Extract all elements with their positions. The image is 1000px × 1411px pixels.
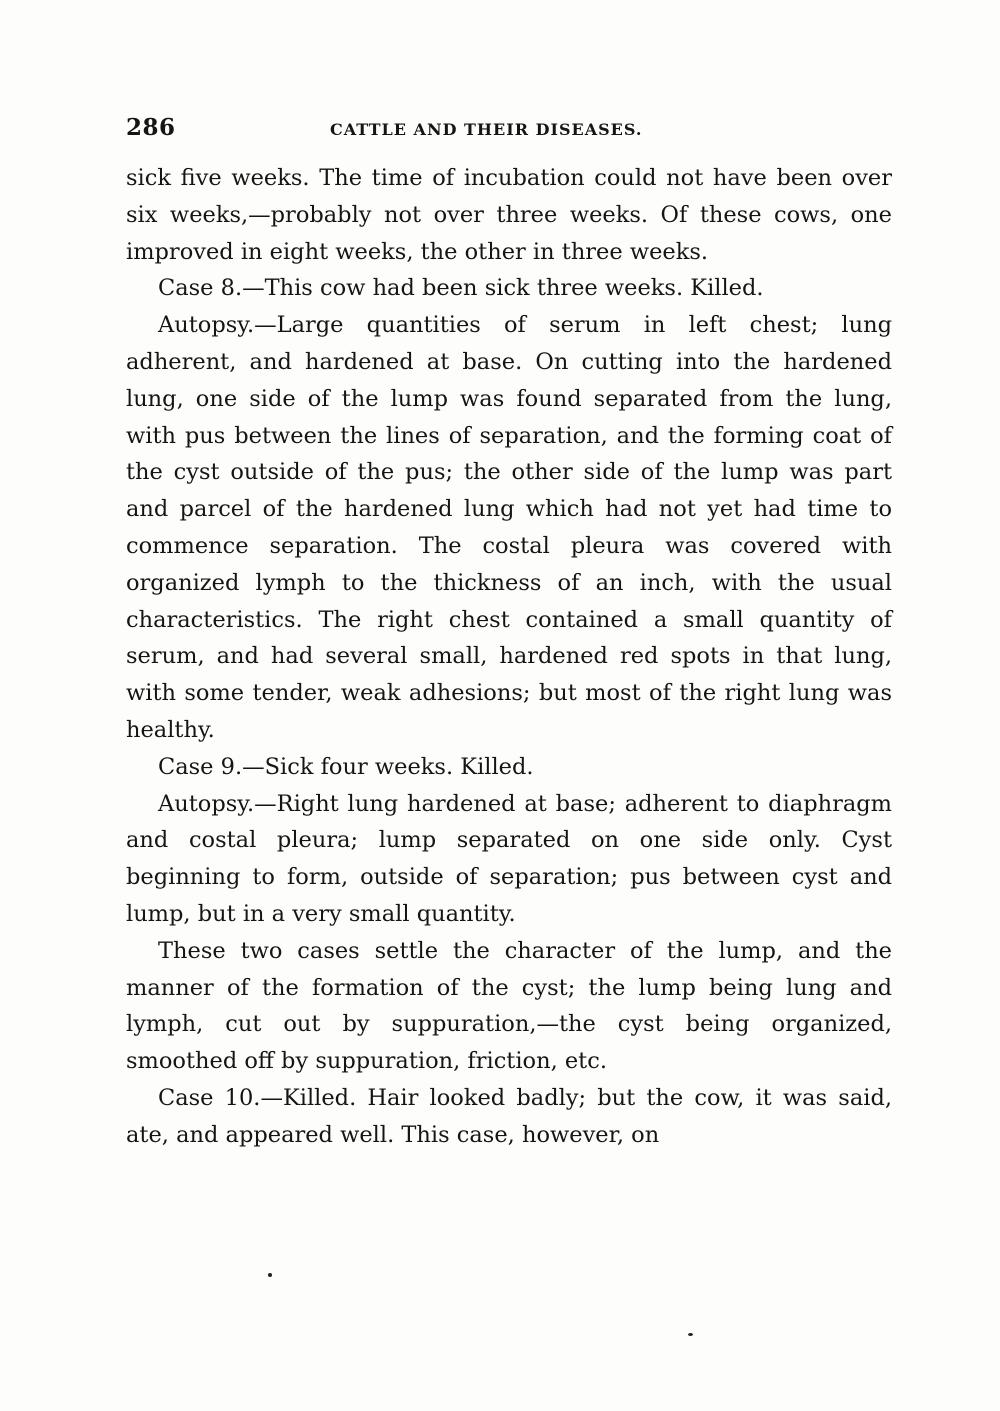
paragraph-case-8: Case 8.—This cow had been sick three weeks. Killed. [158,275,764,302]
paragraph-conclusion: These two cases settle the character of the lump, and the manner of the formation of the cyst; the lump being lung and lymph, cut out by suppuration,—the cyst being organized, smoothed off by suppuration, friction, etc. [126,937,892,1075]
paragraph-case-10: Case 10.—Killed. Hair looked badly; but the cow, it was said, ate, and appeared well. This case, however, on [126,1084,892,1148]
scan-speck [268,1273,272,1277]
paragraph-case-9: Case 9.—Sick four weeks. Killed. [158,753,534,780]
paragraph-continuation: sick five weeks. The time of incubation could not have been over six weeks,—probably not over three weeks. Of these cows, one improved in eight weeks, the other in three weeks. [126,165,892,265]
running-head: CATTLE AND THEIR DISEASES. [330,120,643,139]
page-number: 286 [126,114,176,141]
scan-speck [688,1333,693,1336]
page-header [126,114,892,144]
paragraph-autopsy-case-8: Autopsy.—Large quantities of serum in left chest; lung adherent, and hardened at base. On cutting into the hardened lung, one side of the lump was found separated from the lung, with pus between the lines of separation, and the forming coat of the cyst outside of the pus; the other side of the lump was part and parcel of the hardened lung which had not yet had time to commence separation. The costal pleura was covered with organized lymph to the thickness of an inch, with the usual characteristics. The right chest contained a small quantity of serum, and had several small, hardened red spots in that lung, with some tender, weak adhesions; but most of the right lung was healthy. [126,312,892,743]
paragraph-autopsy-case-9: Autopsy.—Right lung hardened at base; adherent to diaphragm and costal pleura; lump separated on one side only. Cyst beginning to form, outside of separation; pus between cyst and lump, but in a very small quantity. [126,790,892,927]
body-text [126,160,892,1154]
